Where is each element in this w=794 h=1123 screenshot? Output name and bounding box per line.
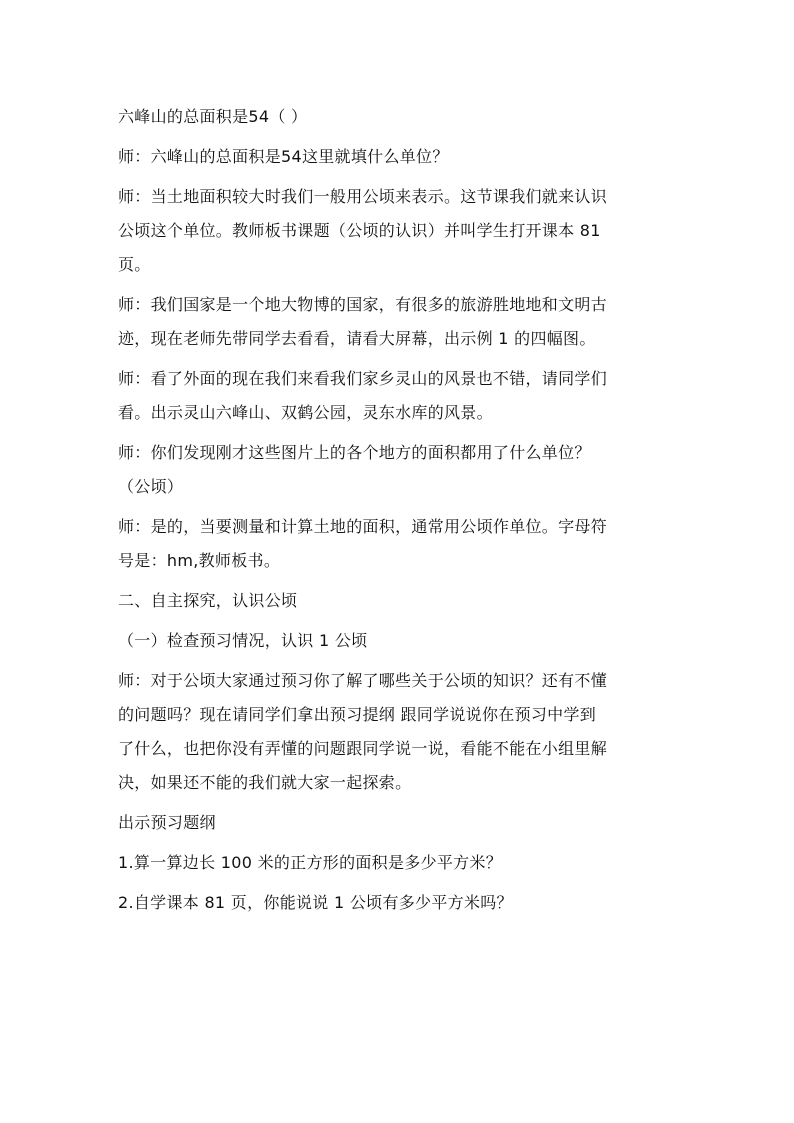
paragraph — [118, 288, 678, 356]
text-line: 出示预习题纲 — [118, 813, 216, 832]
text-line: 师：六峰山的总面积是54这里就填什么单位？ — [118, 147, 449, 166]
paragraph — [118, 100, 678, 134]
text-line: 师：我们国家是一个地大物博的国家，有很多的旅游胜地地和文明古 — [118, 295, 608, 314]
text-line: 师：当土地面积较大时我们一般用公顷来表示。这节课我们就来认识 — [118, 187, 608, 206]
paragraph — [118, 664, 678, 800]
paragraph — [118, 806, 678, 840]
paragraph — [118, 510, 678, 578]
text-line: 号是：hm,教师板书。 — [118, 551, 281, 570]
text-line: 看。出示灵山六峰山、双鹤公园，灵东水库的风景。 — [118, 403, 493, 422]
text-line: （一）检查预习情况，认识 1 公顷 — [118, 631, 368, 650]
text-line: （公顷） — [118, 477, 184, 496]
text-line: 1.算一算边长 100 米的正方形的面积是多少平方米？ — [118, 853, 503, 872]
text-line: 页。 — [118, 255, 151, 274]
paragraph — [118, 362, 678, 430]
text-line: 决，如果还不能的我们就大家一起探索。 — [118, 773, 412, 792]
text-line: 师：你们发现刚才这些图片上的各个地方的面积都用了什么单位？ — [118, 443, 591, 462]
document-body — [118, 100, 678, 920]
text-line: 师：看了外面的现在我们来看我们家乡灵山的风景也不错，请同学们 — [118, 369, 608, 388]
text-line: 的问题吗？现在请同学们拿出预习提纲 跟同学说说你在预习中学到 — [118, 705, 597, 724]
text-line: 师：是的，当要测量和计算土地的面积，通常用公顷作单位。字母符 — [118, 517, 608, 536]
text-line: 2.自学课本 81 页，你能说说 1 公顷有多少平方米吗？ — [118, 893, 513, 912]
list-item — [118, 886, 678, 920]
paragraph — [118, 436, 678, 504]
section-heading — [118, 584, 678, 618]
text-line: 师：对于公顷大家通过预习你了解了哪些关于公顷的知识？还有不懂 — [118, 671, 608, 690]
paragraph — [118, 140, 678, 174]
subsection-heading — [118, 624, 678, 658]
text-line: 公顷这个单位。教师板书课题（公顷的认识）并叫学生打开课本 81 — [118, 221, 601, 240]
paragraph — [118, 180, 678, 282]
text-line: 二、自主探究，认识公顷 — [118, 591, 298, 610]
text-line: 了什么，也把你没有弄懂的问题跟同学说一说，看能不能在小组里解 — [118, 739, 608, 758]
text-line: 迹，现在老师先带同学去看看，请看大屏幕，出示例 1 的四幅图。 — [118, 329, 596, 348]
list-item — [118, 846, 678, 880]
text-line: 六峰山的总面积是54（ ） — [118, 107, 308, 126]
